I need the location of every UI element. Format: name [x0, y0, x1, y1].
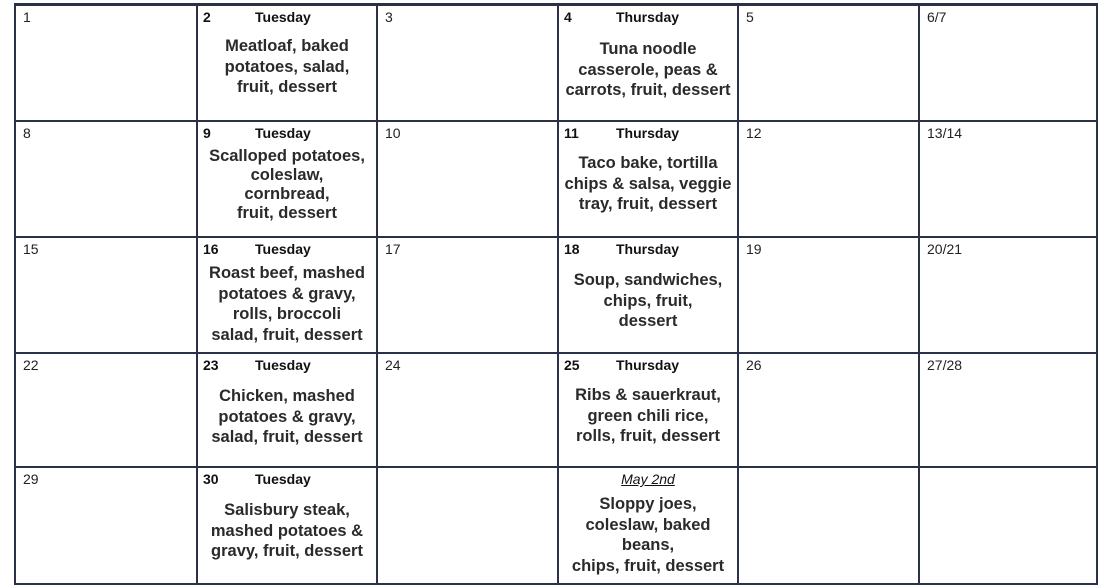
day-cell-1 [14, 6, 196, 122]
day-number: 25 [564, 357, 580, 373]
day-cell-19 [737, 238, 918, 354]
day-number: 1 [23, 9, 31, 25]
day-cell-23 [196, 354, 376, 468]
day-number: 22 [23, 357, 39, 373]
day-cell-10 [376, 122, 557, 238]
day-number: 3 [385, 9, 393, 25]
menu-text: Meatloaf, baked potatoes, salad, fruit, dessert [224, 37, 350, 96]
day-cell-9 [196, 122, 376, 238]
menu-calendar [14, 3, 1098, 585]
menu-text: Taco bake, tortilla chips & salsa, veggie tray, fruit, dessert [564, 154, 732, 213]
day-number: 23 [203, 357, 219, 373]
day-cell-26 [737, 354, 918, 468]
day-cell-12 [737, 122, 918, 238]
day-number: 16 [203, 241, 219, 257]
day-number: 12 [746, 125, 762, 141]
menu-day-header [564, 241, 696, 257]
menu-day-header [564, 357, 696, 373]
empty-cell [737, 468, 918, 585]
day-number: 17 [385, 241, 401, 257]
day-cell-17 [376, 238, 557, 354]
menu-day-header [203, 9, 335, 25]
day-cell-18 [557, 238, 737, 354]
day-number: 29 [23, 471, 39, 487]
day-cell-29 [14, 468, 196, 585]
day-number: 26 [746, 357, 762, 373]
day-cell-8 [14, 122, 196, 238]
weekday-label: Thursday [616, 357, 680, 373]
weekday-label: Tuesday [255, 471, 311, 487]
menu-text: Tuna noodle casserole, peas & carrots, fruit, dessert [565, 40, 731, 99]
menu-day-header [203, 125, 335, 141]
day-number: 13/14 [927, 125, 963, 141]
weekday-label: Tuesday [255, 357, 311, 373]
day-number: 11 [564, 125, 579, 141]
day-cell-20-21 [918, 238, 1098, 354]
day-number: 27/28 [927, 357, 963, 373]
day-cell-4 [557, 6, 737, 122]
day-number: 18 [564, 241, 580, 257]
menu-text: Roast beef, mashed potatoes & gravy, rolls, broccoli salad, fruit, dessert [209, 264, 365, 344]
menu-text: Scalloped potatoes, coleslaw, cornbread, fruit, dessert [209, 147, 365, 222]
menu-text: Ribs & sauerkraut, green chili rice, rolls, fruit, dessert [575, 386, 721, 445]
day-cell-30 [196, 468, 376, 585]
menu-day-header [203, 357, 335, 373]
day-cell-16 [196, 238, 376, 354]
day-number: 8 [23, 125, 31, 141]
day-cell-15 [14, 238, 196, 354]
day-cell-27-28 [918, 354, 1098, 468]
weekday-label: Thursday [616, 125, 680, 141]
menu-text: Chicken, mashed potatoes & gravy, salad, fruit, dessert [211, 387, 363, 446]
menu-text: Sloppy joes, coleslaw, baked beans, chips, fruit, dessert [571, 495, 725, 575]
day-cell-6-7 [918, 6, 1098, 122]
day-number: 10 [385, 125, 401, 141]
day-number: 20/21 [927, 241, 963, 257]
menu-date-label: May 2nd [621, 471, 675, 487]
weekday-label: Tuesday [255, 9, 311, 25]
day-number: 19 [746, 241, 762, 257]
day-number: 24 [385, 357, 401, 373]
empty-cell [376, 468, 557, 585]
day-cell-3 [376, 6, 557, 122]
menu-day-header [564, 9, 696, 25]
day-number: 6/7 [927, 9, 947, 25]
day-number: 15 [23, 241, 39, 257]
day-number: 2 [203, 9, 211, 25]
day-cell-11 [557, 122, 737, 238]
menu-day-header [564, 125, 696, 141]
weekday-label: Thursday [616, 241, 680, 257]
day-cell-22 [14, 354, 196, 468]
day-number: 9 [203, 125, 211, 141]
day-cell-25 [557, 354, 737, 468]
menu-day-header [203, 241, 335, 257]
empty-cell [918, 468, 1098, 585]
menu-text: Soup, sandwiches, chips, fruit, dessert [573, 271, 723, 330]
day-cell-13-14 [918, 122, 1098, 238]
weekday-label: Tuesday [255, 125, 311, 141]
menu-text: Salisbury steak, mashed potatoes & gravy, fruit, dessert [210, 501, 364, 560]
day-number: 5 [746, 9, 754, 25]
weekday-label: Thursday [616, 9, 680, 25]
day-number: 4 [564, 9, 572, 25]
menu-day-header [203, 471, 335, 487]
day-cell-24 [376, 354, 557, 468]
day-number: 30 [203, 471, 219, 487]
day-cell-may-2 [557, 468, 737, 585]
weekday-label: Tuesday [255, 241, 311, 257]
day-cell-2 [196, 6, 376, 122]
day-cell-5 [737, 6, 918, 122]
